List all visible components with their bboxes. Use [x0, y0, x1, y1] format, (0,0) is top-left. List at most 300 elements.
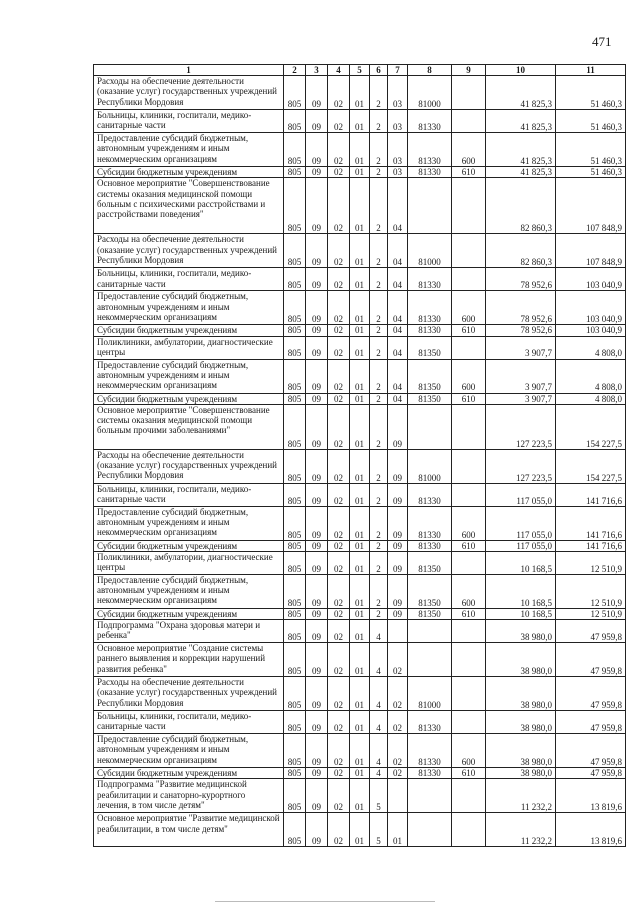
header-col-10: 10	[486, 65, 556, 76]
cell-expense-type	[452, 483, 486, 506]
cell-expense-type: 610	[452, 393, 486, 404]
cell-amount-year-2: 107 848,9	[556, 234, 626, 268]
cell-subprogram: 4	[370, 643, 388, 677]
cell-expense-type: 610	[452, 540, 486, 551]
cell-amount-year-1: 82 860,3	[486, 234, 556, 268]
cell-direction: 81330	[408, 734, 452, 768]
table-header-row	[94, 65, 626, 76]
cell-program: 01	[350, 734, 370, 768]
cell-subprogram: 2	[370, 404, 388, 449]
cell-activity: 04	[388, 393, 408, 404]
cell-subprogram: 2	[370, 483, 388, 506]
cell-subprogram: 5	[370, 813, 388, 847]
cell-program: 01	[350, 76, 370, 110]
table-row	[94, 609, 626, 620]
cell-expense-type: 610	[452, 768, 486, 779]
cell-section: 09	[306, 268, 328, 291]
table-row	[94, 540, 626, 551]
cell-amount-year-1: 41 825,3	[486, 76, 556, 110]
cell-admin-code: 805	[284, 110, 306, 133]
row-name: Предоставление субсидий бюджетным, автономным учреждениям и иным некоммерческим организациям	[94, 575, 284, 609]
row-name: Подпрограмма "Охрана здоровья матери и ребенка"	[94, 620, 284, 643]
cell-amount-year-2: 107 848,9	[556, 178, 626, 234]
cell-program: 01	[350, 404, 370, 449]
cell-direction: 81330	[408, 268, 452, 291]
table-row	[94, 620, 626, 643]
cell-subsection: 02	[328, 540, 350, 551]
table-row	[94, 449, 626, 483]
cell-activity: 04	[388, 268, 408, 291]
cell-section: 09	[306, 76, 328, 110]
cell-subsection: 02	[328, 76, 350, 110]
cell-subprogram: 4	[370, 768, 388, 779]
cell-amount-year-2: 47 959,8	[556, 677, 626, 711]
cell-expense-type	[452, 779, 486, 813]
cell-program: 01	[350, 552, 370, 575]
cell-subprogram: 2	[370, 336, 388, 359]
row-name: Больницы, клиники, госпитали, медико-санитарные части	[94, 110, 284, 133]
row-name: Основное мероприятие "Развитие медицинской реабилитации, в том числе детям"	[94, 813, 284, 847]
row-name: Расходы на обеспечение деятельности (оказание услуг) государственных учреждений Республики Мордовия	[94, 449, 284, 483]
cell-subprogram: 2	[370, 609, 388, 620]
cell-amount-year-1: 3 907,7	[486, 359, 556, 393]
cell-expense-type	[452, 268, 486, 291]
table-row	[94, 643, 626, 677]
header-col-7: 7	[388, 65, 408, 76]
cell-program: 01	[350, 325, 370, 336]
cell-amount-year-1: 78 952,6	[486, 325, 556, 336]
row-name: Предоставление субсидий бюджетным, автономным учреждениям и иным некоммерческим организациям	[94, 734, 284, 768]
cell-expense-type	[452, 620, 486, 643]
cell-subsection: 02	[328, 552, 350, 575]
cell-activity: 09	[388, 404, 408, 449]
cell-amount-year-1: 10 168,5	[486, 575, 556, 609]
table-row	[94, 178, 626, 234]
cell-activity	[388, 779, 408, 813]
row-name: Субсидии бюджетным учреждениям	[94, 609, 284, 620]
table-row	[94, 133, 626, 167]
cell-expense-type	[452, 677, 486, 711]
cell-program: 01	[350, 483, 370, 506]
cell-admin-code: 805	[284, 325, 306, 336]
cell-subprogram: 2	[370, 291, 388, 325]
cell-section: 09	[306, 620, 328, 643]
cell-section: 09	[306, 449, 328, 483]
cell-expense-type: 600	[452, 734, 486, 768]
cell-subsection: 02	[328, 268, 350, 291]
cell-admin-code: 805	[284, 268, 306, 291]
cell-direction: 81350	[408, 575, 452, 609]
row-name: Поликлиники, амбулатории, диагностические центры	[94, 336, 284, 359]
cell-subprogram: 2	[370, 393, 388, 404]
cell-program: 01	[350, 167, 370, 178]
cell-activity: 03	[388, 167, 408, 178]
cell-subprogram: 2	[370, 268, 388, 291]
header-col-2: 2	[284, 65, 306, 76]
table-row	[94, 359, 626, 393]
cell-expense-type	[452, 336, 486, 359]
cell-activity: 09	[388, 506, 408, 540]
table-body	[94, 76, 626, 847]
cell-admin-code: 805	[284, 813, 306, 847]
cell-amount-year-2: 47 959,8	[556, 734, 626, 768]
cell-expense-type	[452, 110, 486, 133]
cell-direction: 81350	[408, 609, 452, 620]
cell-direction: 81350	[408, 336, 452, 359]
cell-program: 01	[350, 178, 370, 234]
cell-direction: 81330	[408, 768, 452, 779]
cell-direction: 81330	[408, 711, 452, 734]
cell-admin-code: 805	[284, 620, 306, 643]
cell-subsection: 02	[328, 734, 350, 768]
cell-subsection: 02	[328, 393, 350, 404]
cell-amount-year-2: 4 808,0	[556, 336, 626, 359]
cell-section: 09	[306, 552, 328, 575]
cell-section: 09	[306, 393, 328, 404]
cell-direction: 81350	[408, 393, 452, 404]
row-name: Больницы, клиники, госпитали, медико-санитарные части	[94, 711, 284, 734]
cell-subprogram: 2	[370, 540, 388, 551]
cell-admin-code: 805	[284, 643, 306, 677]
cell-amount-year-2: 154 227,5	[556, 449, 626, 483]
cell-amount-year-2: 141 716,6	[556, 483, 626, 506]
cell-amount-year-1: 78 952,6	[486, 268, 556, 291]
cell-amount-year-1: 127 223,5	[486, 449, 556, 483]
cell-direction: 81350	[408, 552, 452, 575]
cell-activity: 02	[388, 768, 408, 779]
cell-subprogram: 2	[370, 110, 388, 133]
cell-amount-year-2: 13 819,6	[556, 813, 626, 847]
cell-subprogram: 2	[370, 359, 388, 393]
cell-subsection: 02	[328, 643, 350, 677]
row-name: Расходы на обеспечение деятельности (оказание услуг) государственных учреждений Республики Мордовия	[94, 677, 284, 711]
table-row	[94, 768, 626, 779]
cell-amount-year-2: 4 808,0	[556, 393, 626, 404]
cell-activity: 03	[388, 76, 408, 110]
cell-section: 09	[306, 540, 328, 551]
cell-amount-year-2: 51 460,3	[556, 76, 626, 110]
cell-admin-code: 805	[284, 404, 306, 449]
cell-amount-year-1: 117 055,0	[486, 540, 556, 551]
cell-program: 01	[350, 779, 370, 813]
cell-program: 01	[350, 677, 370, 711]
cell-program: 01	[350, 768, 370, 779]
cell-subsection: 02	[328, 133, 350, 167]
row-name: Субсидии бюджетным учреждениям	[94, 540, 284, 551]
cell-activity: 03	[388, 133, 408, 167]
cell-subsection: 02	[328, 291, 350, 325]
cell-expense-type	[452, 711, 486, 734]
cell-admin-code: 805	[284, 76, 306, 110]
cell-section: 09	[306, 336, 328, 359]
cell-subsection: 02	[328, 711, 350, 734]
row-name: Основное мероприятие "Создание системы раннего выявления и коррекции нарушений развития ребенка"	[94, 643, 284, 677]
cell-subsection: 02	[328, 677, 350, 711]
cell-amount-year-1: 78 952,6	[486, 291, 556, 325]
cell-amount-year-1: 38 980,0	[486, 677, 556, 711]
cell-subsection: 02	[328, 167, 350, 178]
cell-program: 01	[350, 620, 370, 643]
cell-amount-year-1: 117 055,0	[486, 483, 556, 506]
cell-program: 01	[350, 643, 370, 677]
cell-expense-type	[452, 76, 486, 110]
cell-expense-type	[452, 643, 486, 677]
cell-program: 01	[350, 609, 370, 620]
row-name: Больницы, клиники, госпитали, медико-санитарные части	[94, 483, 284, 506]
cell-amount-year-1: 38 980,0	[486, 620, 556, 643]
cell-activity	[388, 620, 408, 643]
row-name: Расходы на обеспечение деятельности (оказание услуг) государственных учреждений Республики Мордовия	[94, 234, 284, 268]
cell-activity: 01	[388, 813, 408, 847]
cell-amount-year-1: 38 980,0	[486, 734, 556, 768]
cell-amount-year-2: 47 959,8	[556, 711, 626, 734]
cell-admin-code: 805	[284, 449, 306, 483]
cell-section: 09	[306, 133, 328, 167]
cell-amount-year-2: 47 959,8	[556, 620, 626, 643]
cell-subsection: 02	[328, 506, 350, 540]
cell-amount-year-2: 51 460,3	[556, 167, 626, 178]
cell-admin-code: 805	[284, 506, 306, 540]
cell-activity: 04	[388, 359, 408, 393]
table-row	[94, 76, 626, 110]
table-row	[94, 779, 626, 813]
cell-admin-code: 805	[284, 393, 306, 404]
cell-subsection: 02	[328, 336, 350, 359]
cell-section: 09	[306, 325, 328, 336]
table-row	[94, 325, 626, 336]
cell-direction	[408, 813, 452, 847]
cell-admin-code: 805	[284, 133, 306, 167]
cell-section: 09	[306, 483, 328, 506]
cell-admin-code: 805	[284, 234, 306, 268]
cell-expense-type	[452, 234, 486, 268]
cell-amount-year-1: 38 980,0	[486, 643, 556, 677]
row-name: Субсидии бюджетным учреждениям	[94, 167, 284, 178]
table-row	[94, 404, 626, 449]
cell-admin-code: 805	[284, 178, 306, 234]
table-row	[94, 506, 626, 540]
cell-subsection: 02	[328, 234, 350, 268]
cell-program: 01	[350, 291, 370, 325]
row-name: Расходы на обеспечение деятельности (оказание услуг) государственных учреждений Республики Мордовия	[94, 76, 284, 110]
cell-subprogram: 2	[370, 575, 388, 609]
cell-admin-code: 805	[284, 734, 306, 768]
cell-direction: 81330	[408, 506, 452, 540]
cell-admin-code: 805	[284, 575, 306, 609]
header-col-3: 3	[306, 65, 328, 76]
cell-amount-year-1: 82 860,3	[486, 178, 556, 234]
cell-activity: 04	[388, 291, 408, 325]
cell-activity: 02	[388, 734, 408, 768]
cell-program: 01	[350, 268, 370, 291]
cell-program: 01	[350, 575, 370, 609]
table-row	[94, 234, 626, 268]
cell-amount-year-2: 141 716,6	[556, 540, 626, 551]
cell-admin-code: 805	[284, 540, 306, 551]
cell-amount-year-1: 11 232,2	[486, 813, 556, 847]
row-name: Субсидии бюджетным учреждениям	[94, 393, 284, 404]
cell-direction: 81000	[408, 449, 452, 483]
cell-subprogram: 5	[370, 779, 388, 813]
row-name: Предоставление субсидий бюджетным, автономным учреждениям и иным некоммерческим организациям	[94, 359, 284, 393]
cell-section: 09	[306, 711, 328, 734]
cell-subprogram: 2	[370, 325, 388, 336]
cell-amount-year-1: 41 825,3	[486, 110, 556, 133]
cell-subprogram: 4	[370, 677, 388, 711]
row-name: Основное мероприятие "Совершенствование системы оказания медицинской помощи больным прочими заболеваниями"	[94, 404, 284, 449]
cell-amount-year-2: 13 819,6	[556, 779, 626, 813]
cell-activity: 02	[388, 711, 408, 734]
cell-amount-year-2: 12 510,9	[556, 552, 626, 575]
cell-admin-code: 805	[284, 677, 306, 711]
table-row	[94, 575, 626, 609]
cell-subprogram: 2	[370, 552, 388, 575]
cell-amount-year-2: 141 716,6	[556, 506, 626, 540]
cell-subprogram: 4	[370, 620, 388, 643]
cell-activity: 02	[388, 677, 408, 711]
cell-section: 09	[306, 178, 328, 234]
cell-program: 01	[350, 359, 370, 393]
cell-subprogram: 4	[370, 711, 388, 734]
cell-section: 09	[306, 234, 328, 268]
cell-expense-type	[452, 552, 486, 575]
cell-subsection: 02	[328, 813, 350, 847]
header-col-5: 5	[350, 65, 370, 76]
cell-amount-year-1: 3 907,7	[486, 336, 556, 359]
cell-program: 01	[350, 336, 370, 359]
table-row	[94, 336, 626, 359]
row-name: Предоставление субсидий бюджетным, автономным учреждениям и иным некоммерческим организациям	[94, 291, 284, 325]
cell-direction: 81330	[408, 133, 452, 167]
cell-subsection: 02	[328, 178, 350, 234]
cell-admin-code: 805	[284, 359, 306, 393]
cell-section: 09	[306, 404, 328, 449]
cell-amount-year-2: 12 510,9	[556, 575, 626, 609]
cell-program: 01	[350, 813, 370, 847]
table-row	[94, 393, 626, 404]
cell-direction	[408, 779, 452, 813]
cell-activity: 02	[388, 643, 408, 677]
cell-program: 01	[350, 506, 370, 540]
row-name: Больницы, клиники, госпитали, медико-санитарные части	[94, 268, 284, 291]
cell-amount-year-1: 127 223,5	[486, 404, 556, 449]
cell-admin-code: 805	[284, 768, 306, 779]
cell-amount-year-2: 103 040,9	[556, 268, 626, 291]
cell-activity: 04	[388, 336, 408, 359]
cell-program: 01	[350, 711, 370, 734]
cell-section: 09	[306, 768, 328, 779]
cell-program: 01	[350, 393, 370, 404]
cell-subprogram: 2	[370, 76, 388, 110]
cell-direction: 81330	[408, 325, 452, 336]
cell-expense-type: 600	[452, 291, 486, 325]
cell-section: 09	[306, 291, 328, 325]
cell-admin-code: 805	[284, 779, 306, 813]
cell-admin-code: 805	[284, 552, 306, 575]
cell-admin-code: 805	[284, 483, 306, 506]
cell-activity: 09	[388, 609, 408, 620]
cell-section: 09	[306, 813, 328, 847]
cell-section: 09	[306, 167, 328, 178]
table-row	[94, 677, 626, 711]
cell-activity: 09	[388, 449, 408, 483]
cell-subsection: 02	[328, 325, 350, 336]
table-row	[94, 711, 626, 734]
cell-amount-year-1: 41 825,3	[486, 167, 556, 178]
cell-admin-code: 805	[284, 291, 306, 325]
cell-amount-year-2: 51 460,3	[556, 110, 626, 133]
cell-activity: 09	[388, 552, 408, 575]
cell-amount-year-2: 51 460,3	[556, 133, 626, 167]
row-name: Предоставление субсидий бюджетным, автономным учреждениям и иным некоммерческим организациям	[94, 133, 284, 167]
cell-subprogram: 2	[370, 133, 388, 167]
cell-program: 01	[350, 110, 370, 133]
cell-expense-type: 600	[452, 133, 486, 167]
cell-activity: 04	[388, 234, 408, 268]
cell-direction	[408, 178, 452, 234]
cell-activity: 09	[388, 483, 408, 506]
cell-amount-year-2: 47 959,8	[556, 643, 626, 677]
table-row	[94, 268, 626, 291]
cell-expense-type: 610	[452, 609, 486, 620]
cell-section: 09	[306, 506, 328, 540]
row-name: Субсидии бюджетным учреждениям	[94, 325, 284, 336]
cell-expense-type	[452, 813, 486, 847]
cell-amount-year-2: 4 808,0	[556, 359, 626, 393]
cell-section: 09	[306, 779, 328, 813]
cell-activity: 03	[388, 110, 408, 133]
cell-subsection: 02	[328, 404, 350, 449]
cell-direction	[408, 404, 452, 449]
header-col-1: 1	[94, 65, 284, 76]
budget-table	[93, 64, 626, 847]
cell-admin-code: 805	[284, 711, 306, 734]
cell-direction: 81350	[408, 359, 452, 393]
header-col-4: 4	[328, 65, 350, 76]
table-row	[94, 483, 626, 506]
cell-amount-year-2: 12 510,9	[556, 609, 626, 620]
cell-subsection: 02	[328, 110, 350, 133]
cell-direction	[408, 643, 452, 677]
cell-section: 09	[306, 359, 328, 393]
row-name: Подпрограмма "Развитие медицинской реабилитации и санаторно-курортного лечения, в том числе детям"	[94, 779, 284, 813]
cell-amount-year-2: 103 040,9	[556, 325, 626, 336]
cell-subsection: 02	[328, 768, 350, 779]
cell-amount-year-1: 38 980,0	[486, 711, 556, 734]
cell-program: 01	[350, 449, 370, 483]
header-col-9: 9	[452, 65, 486, 76]
cell-amount-year-1: 41 825,3	[486, 133, 556, 167]
row-name: Основное мероприятие "Совершенствование системы оказания медицинской помощи больным с психическими расстройствами и расстройствами поведения"	[94, 178, 284, 234]
cell-section: 09	[306, 677, 328, 711]
table-row	[94, 734, 626, 768]
cell-expense-type: 600	[452, 575, 486, 609]
cell-program: 01	[350, 540, 370, 551]
cell-amount-year-1: 38 980,0	[486, 768, 556, 779]
row-name: Предоставление субсидий бюджетным, автономным учреждениям и иным некоммерческим организациям	[94, 506, 284, 540]
cell-subsection: 02	[328, 779, 350, 813]
cell-amount-year-1: 10 168,5	[486, 609, 556, 620]
cell-direction: 81330	[408, 291, 452, 325]
bottom-divider	[215, 901, 435, 902]
cell-admin-code: 805	[284, 609, 306, 620]
table-row	[94, 552, 626, 575]
header-col-6: 6	[370, 65, 388, 76]
cell-direction: 81000	[408, 234, 452, 268]
cell-activity: 04	[388, 325, 408, 336]
cell-program: 01	[350, 234, 370, 268]
cell-direction: 81330	[408, 540, 452, 551]
